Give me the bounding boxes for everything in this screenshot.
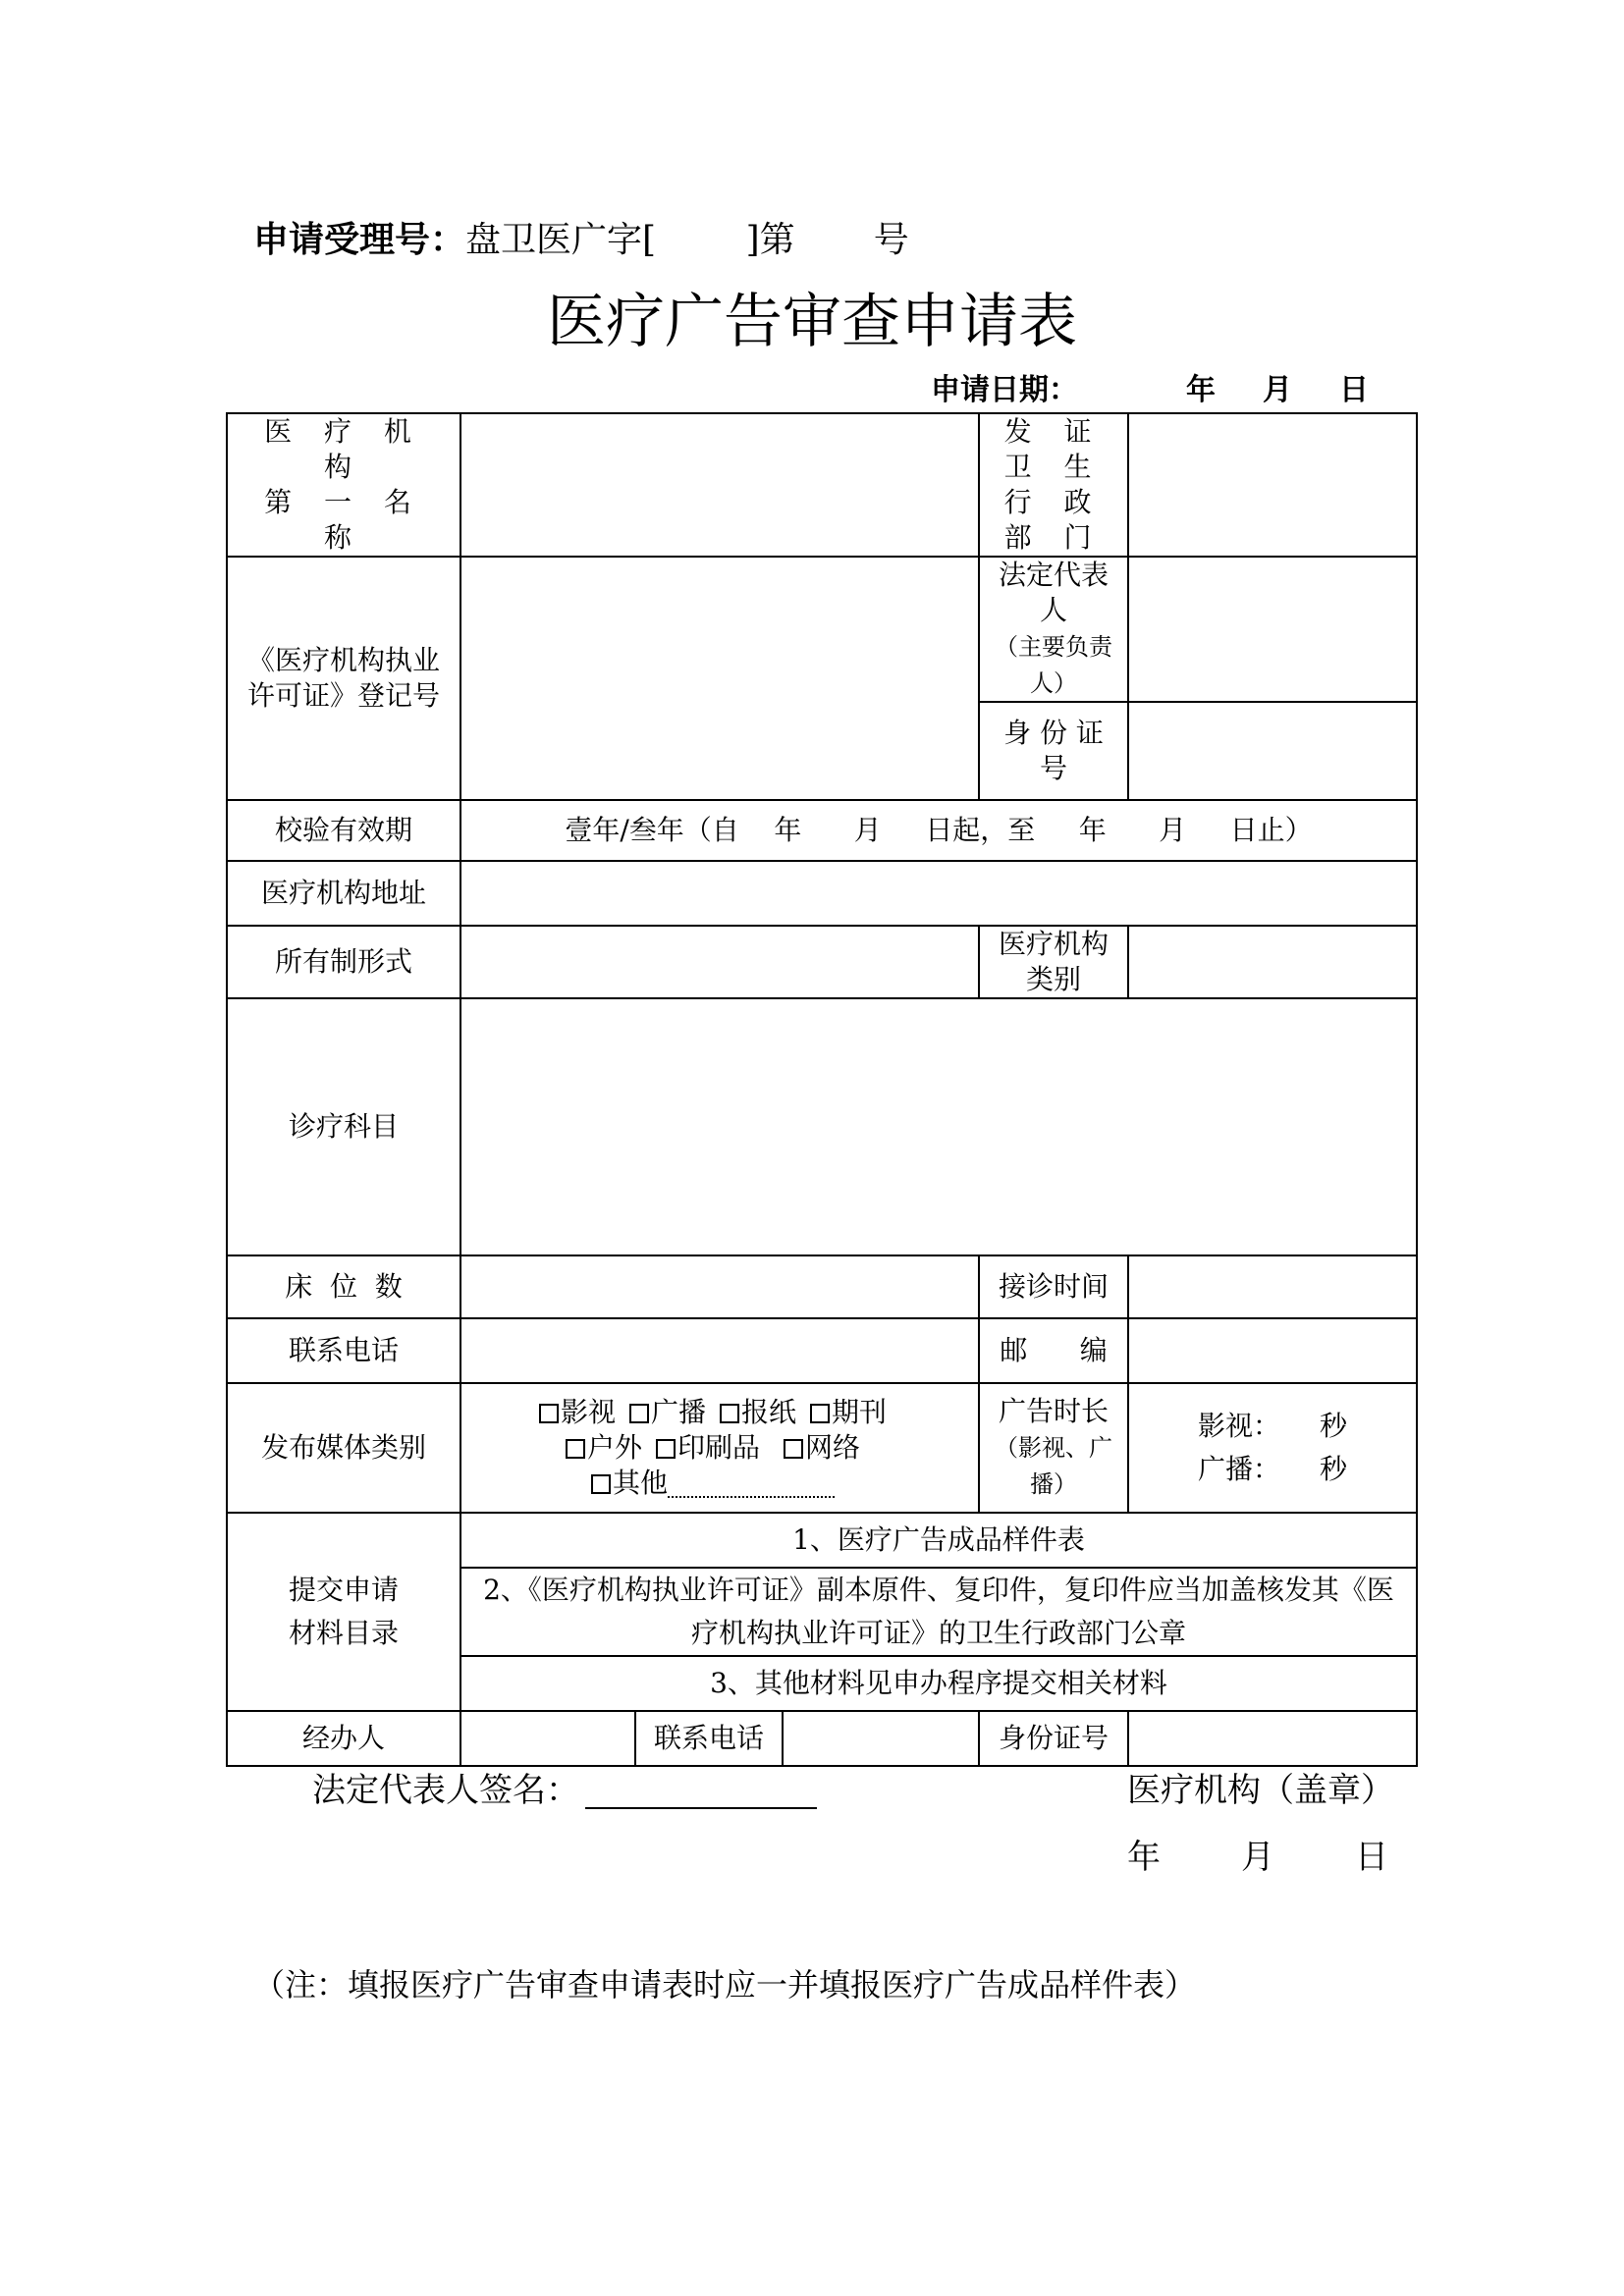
handler-id-label: 身份证号: [979, 1711, 1128, 1766]
checkbox-icon[interactable]: [810, 1404, 830, 1423]
media-label: 发布媒体类别: [227, 1383, 460, 1513]
handler-phone-field[interactable]: [783, 1711, 979, 1766]
media-option-outdoor[interactable]: 户外: [566, 1431, 642, 1464]
handler-label: 经办人: [227, 1711, 460, 1766]
media-option-periodical[interactable]: 期刊: [810, 1396, 887, 1428]
ad-duration-field[interactable]: 影视： 秒 广播： 秒: [1128, 1383, 1417, 1513]
ownership-label: 所有制形式: [227, 926, 460, 998]
checkbox-icon[interactable]: [656, 1439, 676, 1459]
signature-line[interactable]: [585, 1774, 817, 1809]
footnote: （注：填报医疗广告审查申请表时应一并填报医疗广告成品样件表）: [253, 1966, 1197, 2003]
id-number-label: 身 份 证 号: [979, 702, 1128, 800]
issuing-dept-label: 发 证 卫 生 行 政 部 门: [979, 413, 1128, 557]
acceptance-number: [253, 218, 909, 263]
beds-label: 床 位 数: [227, 1255, 460, 1318]
handler-field[interactable]: [460, 1711, 635, 1766]
materials-label: 提交申请 材料目录: [227, 1513, 460, 1711]
departments-label: 诊疗科目: [227, 998, 460, 1255]
media-options: [460, 1383, 979, 1513]
checkbox-icon[interactable]: [566, 1439, 585, 1459]
media-option-tv[interactable]: 影视: [539, 1396, 616, 1428]
footer-day: 日: [1355, 1838, 1388, 1877]
media-option-newspaper[interactable]: 报纸: [720, 1396, 796, 1428]
apply-date-month: 月: [1263, 373, 1292, 407]
legal-rep-label: 法定代表人 （主要负责人）: [979, 557, 1128, 702]
id-number-field[interactable]: [1128, 702, 1417, 800]
checkbox-icon[interactable]: [539, 1404, 559, 1423]
handler-id-field[interactable]: [1128, 1711, 1417, 1766]
hours-label: 接诊时间: [979, 1255, 1128, 1318]
phone-label: 联系电话: [227, 1318, 460, 1383]
media-option-internet[interactable]: 网络: [784, 1431, 860, 1464]
postcode-label: 邮 编: [979, 1318, 1128, 1383]
license-number-label: 《医疗机构执业 许可证》登记号: [227, 557, 460, 800]
checkbox-icon[interactable]: [784, 1439, 803, 1459]
page-title: 医疗广告审查申请表: [547, 288, 1077, 356]
legal-rep-field[interactable]: [1128, 557, 1417, 702]
issuing-dept-field[interactable]: [1128, 413, 1417, 557]
checkbox-icon[interactable]: [591, 1474, 611, 1494]
material-item-3: 3、其他材料见申办程序提交相关材料: [460, 1656, 1417, 1711]
ownership-field[interactable]: [460, 926, 979, 998]
validity-label: 校验有效期: [227, 800, 460, 861]
category-field[interactable]: [1128, 926, 1417, 998]
checkbox-icon[interactable]: [720, 1404, 739, 1423]
material-item-2: 2、《医疗机构执业许可证》副本原件、复印件，复印件应当加盖核发其《医疗机构执业许可证》的卫生行政部门公章: [460, 1568, 1417, 1656]
address-label: 医疗机构地址: [227, 861, 460, 926]
acceptance-number-text: 盘卫医广字[ ]第 号: [465, 220, 909, 260]
application-form-table: [226, 412, 1418, 1767]
signature-label: 法定代表人签名：: [312, 1771, 579, 1810]
footer-date: [1127, 1836, 1388, 1879]
category-label: 医疗机构类别: [979, 926, 1128, 998]
media-option-other[interactable]: 其他: [591, 1467, 835, 1499]
material-item-1: 1、医疗广告成品样件表: [460, 1513, 1417, 1568]
address-field[interactable]: [460, 861, 1417, 926]
checkbox-icon[interactable]: [629, 1404, 649, 1423]
phone-field[interactable]: [460, 1318, 979, 1383]
ad-duration-label: 广告时长 （影视、广播）: [979, 1383, 1128, 1513]
other-media-input[interactable]: [668, 1470, 835, 1498]
apply-date-year: 年: [1186, 373, 1216, 407]
departments-field[interactable]: [460, 998, 1417, 1255]
signature-section: [312, 1769, 817, 1812]
validity-period-field[interactable]: 壹年/叁年（自 年 月 日起，至 年 月 日止）: [460, 800, 1417, 861]
footer-month: 月: [1241, 1838, 1274, 1877]
apply-date-day: 日: [1339, 373, 1369, 407]
footer-year: 年: [1127, 1838, 1161, 1877]
beds-field[interactable]: [460, 1255, 979, 1318]
apply-date: [931, 371, 1369, 410]
media-option-radio[interactable]: 广播: [629, 1396, 706, 1428]
apply-date-label: 申请日期：: [931, 373, 1078, 407]
handler-phone-label: 联系电话: [635, 1711, 783, 1766]
postcode-field[interactable]: [1128, 1318, 1417, 1383]
license-number-field[interactable]: [460, 557, 979, 800]
institution-name-label: 医 疗 机 构 第 一 名 称: [227, 413, 460, 557]
media-option-print[interactable]: 印刷品: [656, 1431, 760, 1464]
acceptance-number-label: 申请受理号：: [253, 220, 466, 260]
hours-field[interactable]: [1128, 1255, 1417, 1318]
seal-label: 医疗机构（盖章）: [1127, 1771, 1394, 1810]
institution-name-field[interactable]: [460, 413, 979, 557]
